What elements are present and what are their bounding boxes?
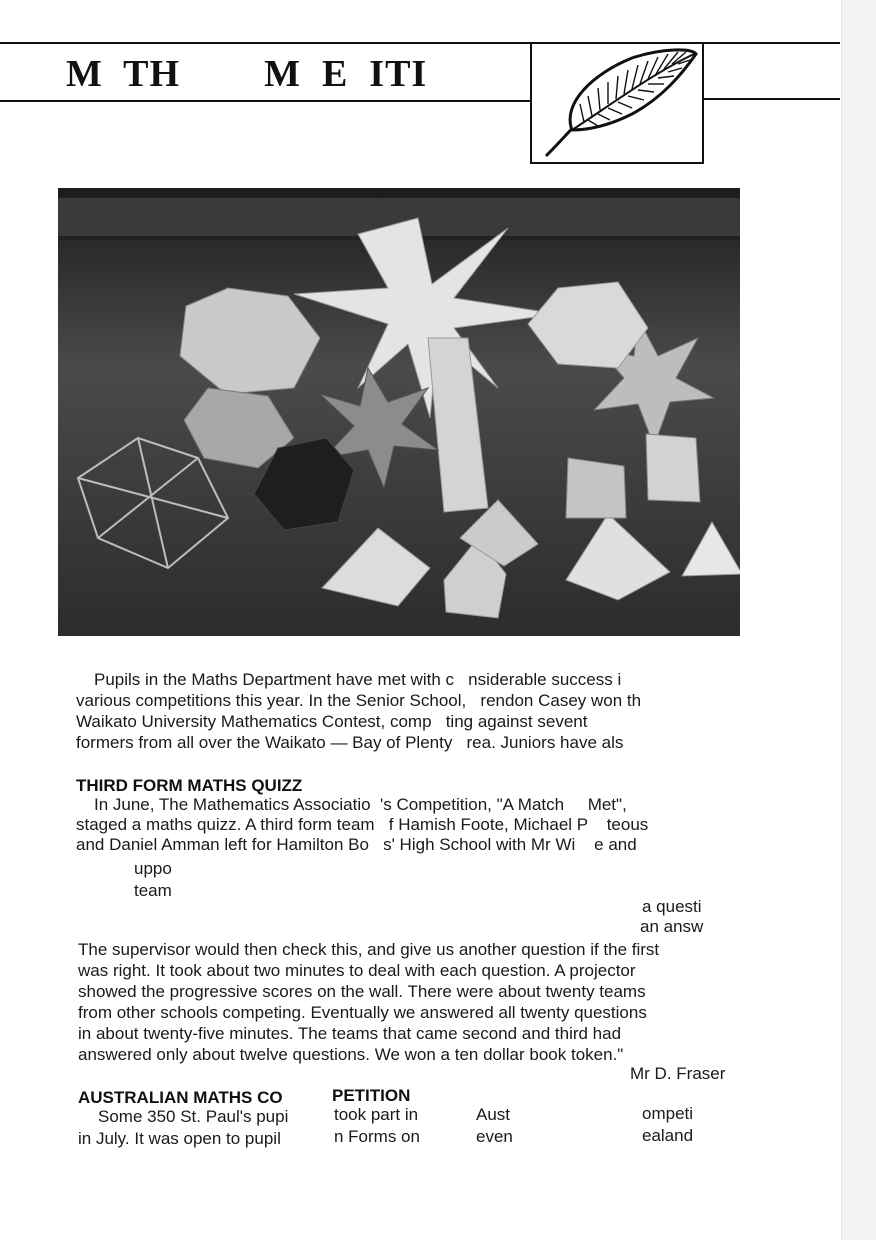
australian-heading-b: PETITION: [332, 1086, 411, 1105]
feather-emblem-box: [530, 42, 704, 164]
intro-line-4: formers from all over the Waikato — Bay of Plenty rea. Juniors have als: [76, 733, 624, 752]
geometric-polyhedra-models-photo: [58, 188, 740, 636]
page-edge: [841, 0, 876, 1240]
quiz-fragment-3: a questi: [642, 897, 702, 916]
aus-r2-c3: even: [476, 1127, 513, 1146]
quiz-fragment-2: team: [134, 881, 172, 900]
quote-line-2: was right. It took about two minutes to deal with each question. A projector: [78, 961, 636, 980]
australian-heading-a: AUSTRALIAN MATHS CO: [78, 1088, 283, 1107]
aus-r1-c2: took part in: [334, 1105, 419, 1124]
quote-line-5: in about twenty-five minutes. The teams that came second and third had: [78, 1024, 622, 1043]
header-top-rule: [0, 42, 840, 44]
feather-quill-icon: [532, 44, 702, 162]
quote-line-1: The supervisor would then check this, and give us another question if the first: [78, 940, 660, 959]
quiz-fragment-4: an answ: [640, 917, 704, 936]
quiz-line-1: In June, The Mathematics Associatio 's Competition, "A Match Met",: [94, 795, 627, 814]
quiz-line-2: staged a maths quizz. A third form team f Hamish Foote, Michael P teous: [76, 815, 649, 834]
quote-line-3: showed the progressive scores on the wall. There were about twenty teams: [78, 982, 646, 1001]
aus-r1-c4: ompeti: [642, 1104, 694, 1123]
quiz-line-3: and Daniel Amman left for Hamilton Bo s' High School with Mr Wi e and: [76, 835, 637, 854]
polyhedra-photo: [58, 188, 740, 636]
header-bottom-rule-right: [704, 98, 840, 100]
quote-line-4: from other schools competing. Eventually we answered all twenty questions: [78, 1003, 647, 1022]
quiz-heading: THIRD FORM MATHS QUIZZ: [76, 776, 303, 795]
intro-line-2: various competitions this year. In the Senior School, rendon Casey won th: [76, 691, 642, 710]
aus-r1-c3: Aust: [476, 1105, 511, 1124]
aus-r2-c1: in July. It was open to pupil: [78, 1129, 281, 1148]
aus-r2-c2: n Forms on: [334, 1127, 420, 1146]
quiz-fragment-1: uppo: [134, 859, 172, 878]
page-title: M TH M E ITI: [66, 53, 428, 95]
aus-r1-c1: Some 350 St. Paul's pupi: [98, 1107, 289, 1126]
quiz-signature: Mr D. Fraser: [630, 1064, 726, 1083]
aus-r2-c4: ealand: [642, 1126, 694, 1145]
intro-line-1: Pupils in the Maths Department have met with c nsiderable success i: [94, 670, 622, 689]
quote-line-6: answered only about twelve questions. We won a ten dollar book token.": [78, 1045, 624, 1064]
intro-line-3: Waikato University Mathematics Contest, comp ting against sevent: [76, 712, 588, 731]
header-bottom-rule: [0, 100, 530, 102]
